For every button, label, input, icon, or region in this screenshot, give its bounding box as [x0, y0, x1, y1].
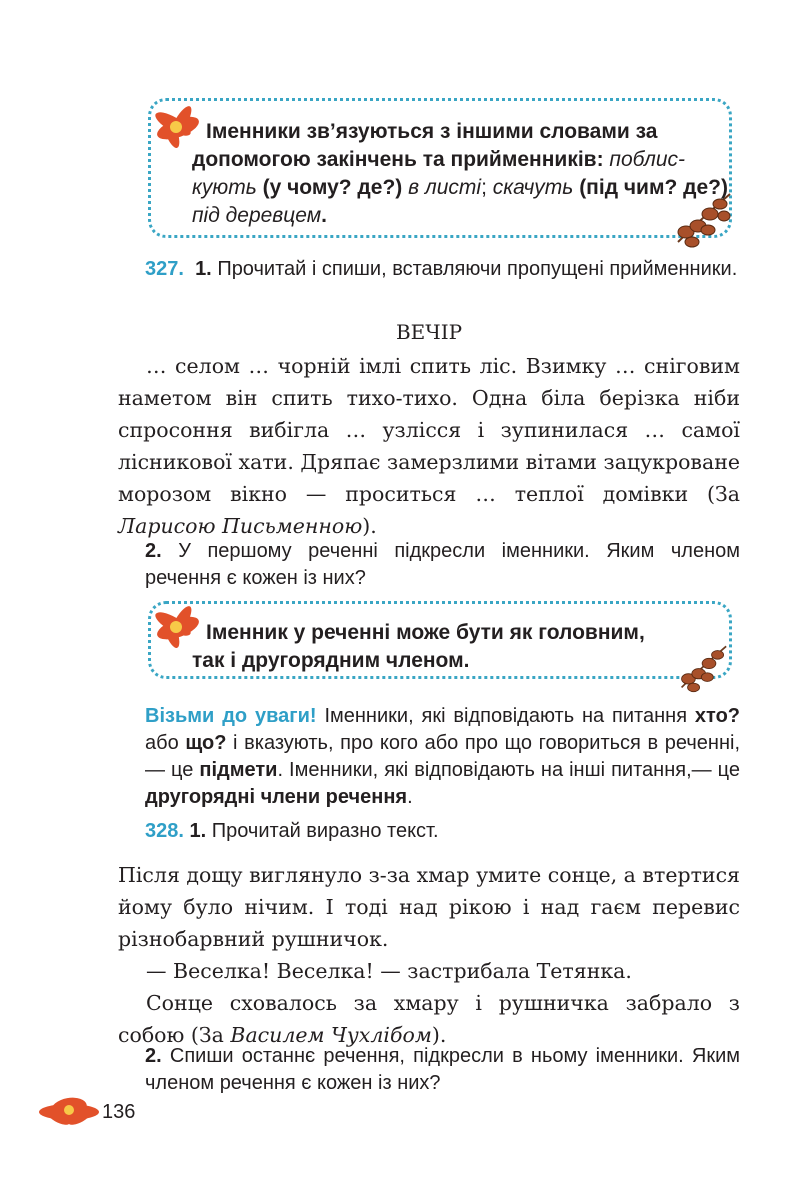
task-number: 328. — [145, 820, 184, 842]
task-328-2: 2. Спиши останнє речення, підкресли в ньому іменники. Яким членом речення є кожен із них? — [145, 1045, 740, 1094]
page-number: 136 — [102, 1101, 136, 1123]
rule-1-text: Іменники зв’язуються з іншими словами за допомогою закінчень та прийменників: поблис- кують (у чому? де?) в листі; скачуть (під чим? де?) під деревцем. — [192, 120, 728, 227]
story-text: … селом … чорній імлі спить ліс. Взимку … сніговим наметом він спить тихо-тихо. Одна біла берізка ніби спросоння вибігла … узлісся і зупинилася … самої лісникової хати. Дряпає замерзлими вітами зацукроване морозом вікно — проситься … теплої домівки (За Ларисою Письменною). — [118, 354, 740, 538]
note-label: Візьми до уваги! — [145, 705, 317, 727]
task-327-2: 2. У першому реченні підкресли іменники. Яким членом речення є кожен із них? — [145, 540, 740, 589]
story-title: ВЕЧІР — [395, 320, 463, 344]
rule-2-text: Іменник у реченні може бути як головним, так і другорядним членом. — [192, 621, 645, 672]
flower-icon — [36, 1090, 102, 1132]
task-328: 328. 1. Прочитай виразно текст. — [145, 820, 439, 842]
task-327: 327. 1. Прочитай і спиши, вставляючи пропущені прийменники. — [145, 258, 738, 280]
task-number: 327. — [145, 258, 184, 280]
story-2-text: Після дощу виглянуло з-за хмар умите сонце, а втертися йому було нічим. І тоді над рікою і над гаєм перевис різнобарвний рушничок. — Веселка! Веселка! — застрибала Тетянка. Сонце сховалось за хмару і рушничка забрало з собою (За Василем Чухлібом). — [118, 863, 740, 1047]
note-block: Візьми до уваги! Іменники, які відповідають на питання хто? або що? і вказують, про кого або про що говориться в реченні,— це підмети. Іменники, які відповідають на інші питання,— це другорядні члени речення. — [145, 705, 741, 808]
task-text: Прочитай і спиши, вставляючи пропущені прийменники. — [217, 258, 738, 280]
